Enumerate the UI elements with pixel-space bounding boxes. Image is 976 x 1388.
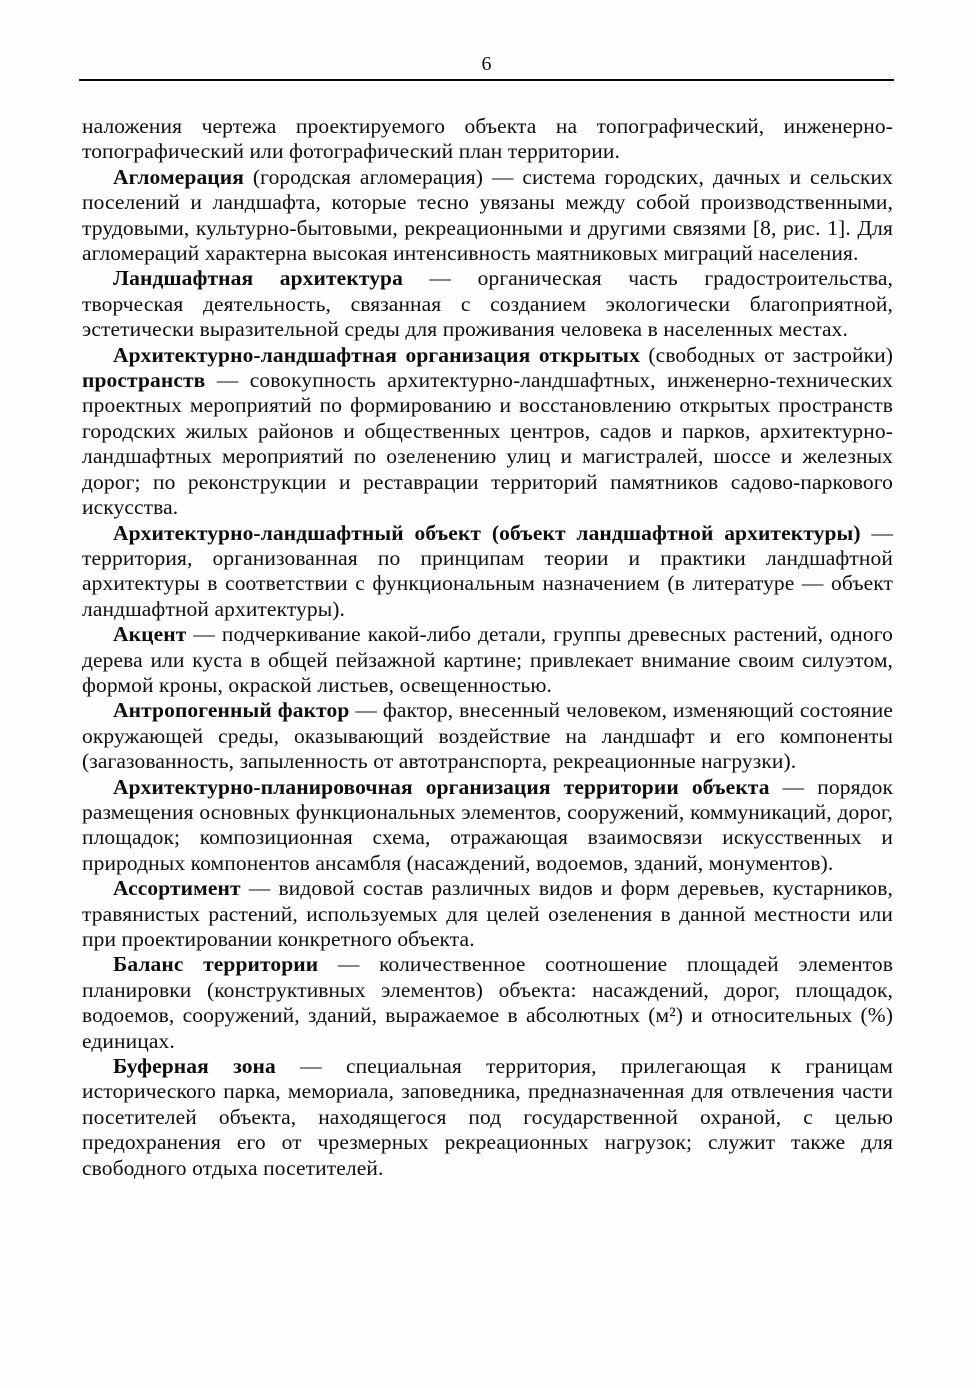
glossary-term: Архитектурно-планировочная организация территории объекта xyxy=(113,774,770,799)
page-number: 6 xyxy=(481,53,492,75)
definition-text: — совокупность архитектурно-ландшафтных, инженерно-технических проектных мероприятий по формированию и восстановлению открытых пространств городских жилых районов и общественных центров, садов и парков, архитектурно-ландшафтных мероприятий по озеленению улиц и магистралей, шоссе и железных дорог; по реконструкции и реставрации территорий памятников садово-паркового искусства. xyxy=(82,368,893,520)
paragraph xyxy=(82,266,893,342)
glossary-term: пространств xyxy=(82,368,206,393)
definition-text: — органическая часть градостроительства, творческая деятельность, связанная с созданием экологически благоприятной, эстетически выразительной среды для проживания человека в населенных местах. xyxy=(82,266,893,342)
definition-text: — специальная территория, прилегающая к границам исторического парка, мемориала, заповедника, предназначенная для отвлечения части посетителей объекта, находящегося под государственной охраной, с целью предохранения его от чрезмерных рекреационных нагрузок; служит также для свободного отдыха посетителей. xyxy=(82,1054,893,1180)
header-rule xyxy=(79,79,894,81)
glossary-term: Баланс территории xyxy=(113,952,319,977)
definition-text: — порядок размещения основных функциональных элементов, сооружений, коммуникаций, дорог, площадок; композиционная схема, отражающая взаимосвязи искусственных и природных компонентов ансамбля (насаждений, водоемов, зданий, монументов). xyxy=(82,774,894,875)
paragraph xyxy=(82,775,893,877)
glossary-term: Акцент xyxy=(113,622,187,647)
glossary-term: Ландшафтная архитектура xyxy=(113,266,403,291)
definition-text: — фактор, внесенный человеком, изменяющий состояние окружающей среды, оказывающий воздействие на ландшафт и его компоненты (загазованность, запыленность от автотранспорта, рекреационные нагрузки). xyxy=(82,698,893,774)
paragraph xyxy=(82,952,893,1054)
glossary-term: Антропогенный фактор xyxy=(113,698,350,723)
paragraph xyxy=(82,114,893,165)
body-text xyxy=(82,114,893,1181)
glossary-term: Архитектурно-ландшафтный объект (объект ландшафтной архитектуры) xyxy=(113,520,861,545)
paragraph xyxy=(82,698,893,774)
glossary-term: Агломерация xyxy=(113,164,245,189)
glossary-term: Архитектурно-ландшафтная организация открытых xyxy=(113,342,640,367)
paragraph xyxy=(82,521,893,623)
definition-text: — количественное соотношение площадей элементов планировки (конструктивных элементов) объекта: насаждений, дорог, площадок, водоемов, сооружений, зданий, выражаемое в абсолютных (м²) и относительных (%) единицах. xyxy=(82,952,893,1053)
paragraph xyxy=(82,622,893,698)
definition-text: наложения чертежа проектируемого объекта на топографический, инженерно-топографический или фотографический план территории. xyxy=(82,114,893,164)
definition-text: (городская агломерация) — система городских, дачных и сельских поселений и ландшафта, которые тесно увязаны между собой производственными, трудовыми, культурно-бытовыми, рекреационными и другими связями [8, рис. 1]. Для агломераций характерна высокая интенсивность маятниковых миграций населения. xyxy=(82,164,893,266)
paragraph xyxy=(82,876,893,952)
paragraph xyxy=(82,1054,893,1181)
definition-text: (свободных от застройки) xyxy=(639,342,893,367)
definition-text: — видовой состав различных видов и форм деревьев, кустарников, травянистых растений, используемых для целей озеленения в данной местности или при проектировании конкретного объекта. xyxy=(82,876,893,951)
definition-text: — подчеркивание какой-либо детали, группы древесных растений, одного дерева или куста в общей пейзажной картине; привлекает внимание своим силуэтом, формой кроны, окраской листьев, освещенностью. xyxy=(82,622,893,697)
paragraph xyxy=(82,165,893,267)
glossary-term: Ассортимент xyxy=(113,876,241,901)
definition-text: — территория, организованная по принципам теории и практики ландшафтной архитектуры в соответствии с функциональным назначением (в литературе — объект ландшафтной архитектуры). xyxy=(82,520,893,621)
paragraph xyxy=(82,343,893,521)
glossary-term: Буферная зона xyxy=(113,1054,276,1079)
